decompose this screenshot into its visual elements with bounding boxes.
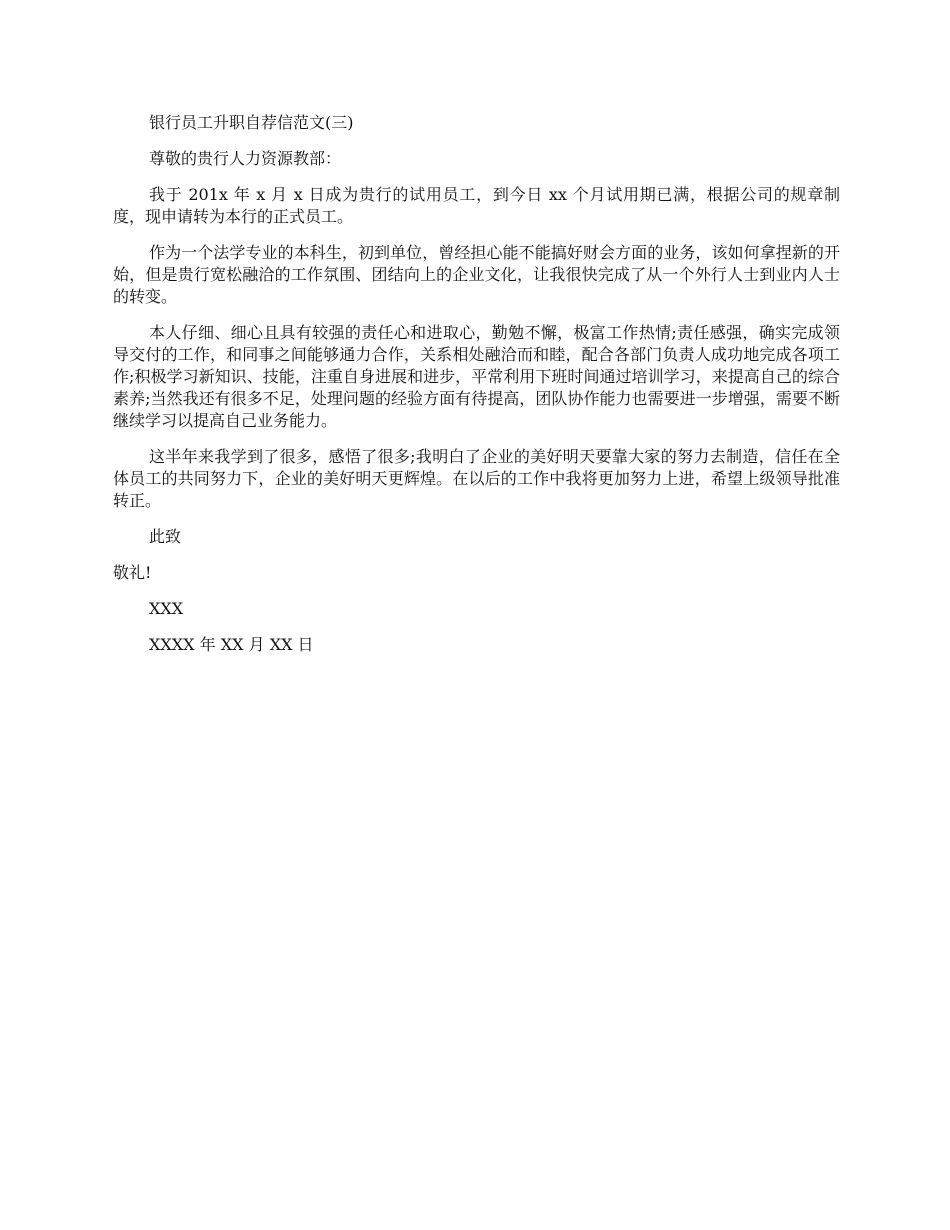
body-paragraph-3: 本人仔细、细心且具有较强的责任心和进取心，勤勉不懈，极富工作热情;责任感强，确实完成领导交付的工作，和同事之间能够通力合作，关系相处融洽而和睦，配合各部门负责人成功地完成各项工作;积极学习新知识、技能，注重自身进展和进步，平常利用下班时间通过培训学习，来提高自己的综合素养;当然我还有很多不足，处理问题的经验方面有待提高，团队协作能力也需要进一步增强，需要不断继续学习以提高自己业务能力。 [113,323,840,430]
salutation: 尊敬的贵行人力资源教部： [149,149,342,168]
body-paragraph-4: 这半年来我学到了很多，感悟了很多;我明白了企业的美好明天要靠大家的努力去制造，信任在全体员工的共同努力下，企业的美好明天更辉煌。在以后的工作中我将更加努力上进，希望上级领导批准转正。 [113,447,840,510]
closing: 此致 [149,527,182,546]
body-paragraph-2: 作为一个法学专业的本科生，初到单位，曾经担心能不能搞好财会方面的业务，该如何拿捏新的开始，但是贵行宽松融洽的工作氛围、团结向上的企业文化，让我很快完成了从一个外行人士到业内人士的转变。 [113,243,840,306]
signature: XXX [149,599,184,618]
document-title: 银行员工升职自荐信范文(三) [149,113,354,132]
document-page [113,112,840,670]
date: XXXX 年 XX 月 XX 日 [149,635,314,654]
regards: 敬礼! [113,563,152,582]
body-paragraph-1: 我于 201x 年 x 月 x 日成为贵行的试用员工，到今日 xx 个月试用期已满，根据公司的规章制度，现申请转为本行的正式员工。 [113,185,840,226]
